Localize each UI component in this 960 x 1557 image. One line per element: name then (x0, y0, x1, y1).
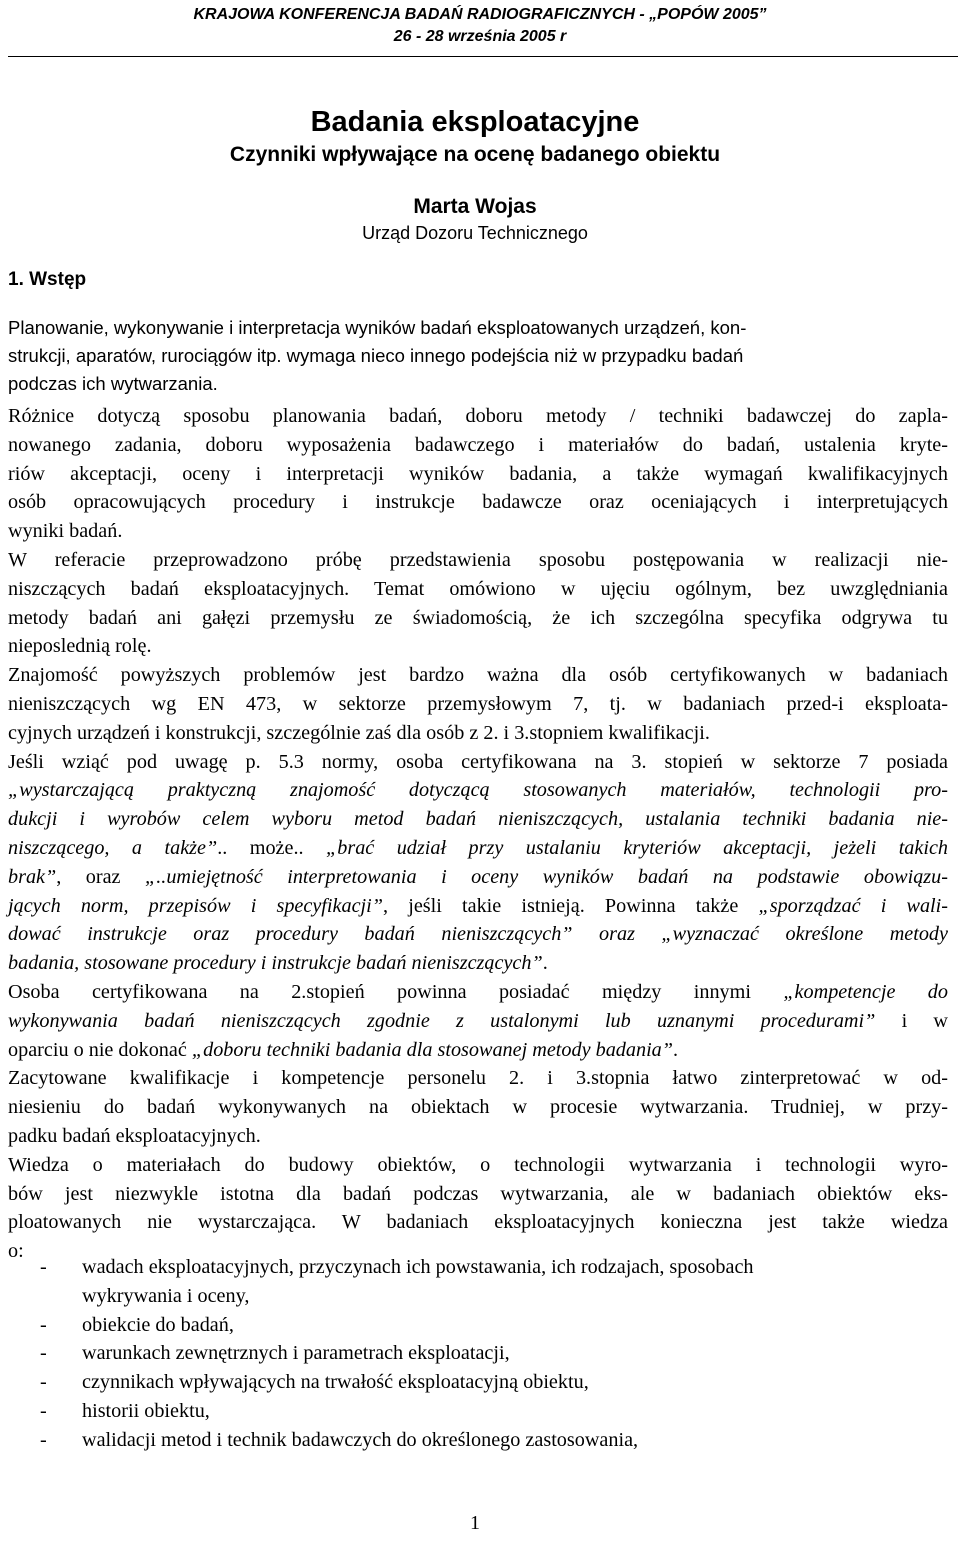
paper-title: Badania eksploatacyjne (310, 106, 640, 138)
body-text (8, 402, 948, 1266)
text-line: niszczących badań eksploatacyjnych. Temat omówiono w ujęciu ogólnym, bez uwzględniania (8, 577, 948, 600)
list-dash: - (40, 1256, 47, 1278)
list-dash: - (40, 1428, 47, 1451)
text-line: metody badań ani gałęzi przemysłu ze świadomością, że ich szczególna specyfika odgrywa tu (8, 606, 948, 629)
running-header (0, 4, 960, 48)
author-affiliation: Urząd Dozoru Technicznego (362, 223, 588, 243)
conference-name: KRAJOWA KONFERENCJA BADAŃ RADIOGRAFICZNYCH - „POPÓW 2005” (193, 6, 767, 23)
paper-subtitle: Czynniki wpływające na ocenę badanego obiektu (229, 143, 721, 166)
plain-text: , oraz (56, 865, 145, 888)
header-rule (8, 56, 958, 57)
author-name: Marta Wojas (413, 195, 537, 218)
text-line (8, 892, 948, 921)
quote-text: niszczącego, a także” (8, 836, 218, 859)
list-item-text: wykrywania i oceny, (82, 1284, 250, 1307)
list-item (8, 1311, 948, 1340)
text-line (8, 834, 948, 863)
paragraph-level2-quote (8, 978, 948, 1064)
plain-text: i w (875, 1009, 949, 1032)
text-line (8, 863, 948, 892)
text-line (8, 1007, 948, 1036)
text-line: nowanego zadania, doboru wyposażenia badawczego i materiałów do badań, ustalenia kryte- (8, 433, 948, 456)
text-line (8, 920, 948, 949)
list-item-continuation (8, 1282, 948, 1311)
list-item (8, 1426, 948, 1455)
text-line: Jeśli wziąć pod uwagę p. 5.3 normy, osoba certyfikowana na 3. stopień w sektorze 7 posiada (8, 750, 948, 773)
text-line: o: (8, 1240, 24, 1263)
paragraph-knowledge (8, 1151, 948, 1266)
list-item-text: wadach eksploatacyjnych, przyczynach ich powstawania, ich rodzajach, sposobach (82, 1256, 754, 1278)
paragraph-paper-scope (8, 546, 948, 661)
section-heading: 1. Wstęp (8, 269, 87, 290)
quote-text: jących norm, przepisów i specyfikacji” (8, 894, 383, 917)
text-line: nieposlednią rolę. (8, 635, 152, 658)
text-line: Znajomość powyższych problemów jest bardzo ważna dla osób certyfikowanych w badaniach (8, 664, 948, 687)
quote-text: „wystarczającą praktyczną znajomość dotyczącą stosowanych materiałów, technologii pro- (8, 779, 948, 802)
text-line: cyjnych urządzeń i konstrukcji, szczególnie zaś dla osób z 2. i 3.stopniem kwalifikacji. (8, 721, 710, 744)
intro-line: strukcji, aparatów, rurociągów itp. wymaga nieco innego podejścia niż w przypadku badań (8, 345, 744, 366)
quote-text: wykonywania badań nieniszczących zgodnie z ustalonymi lub uznanymi procedurami” (8, 1009, 876, 1032)
intro-line: Planowanie, wykonywanie i interpretacja wyników badań eksploatowanych urządzeń, kon- (8, 317, 747, 338)
list-dash: - (40, 1371, 47, 1394)
text-line (8, 978, 948, 1007)
text-line: niesieniu do badań wykonywanych na obiektach w procesie wytwarzania. Trudniej, w przy- (8, 1096, 948, 1119)
text-line: nieniszczących wg EN 473, w sektorze przemysłowym 7, tj. w badaniach przed-i eksploata- (8, 692, 948, 715)
knowledge-list (8, 1253, 948, 1455)
plain-text: , jeśli takie istnieją. Powinna także (383, 894, 759, 917)
list-item (8, 1368, 948, 1397)
text-line: W referacie przeprowadzono próbę przedstawienia sposobu postępowania w realizacji nie- (8, 548, 948, 571)
plain-text: . (542, 952, 548, 975)
plain-text: Osoba certyfikowana na 2.stopień powinna posiadać między innymi (8, 980, 784, 1003)
quote-text: „kompetencje do (783, 980, 948, 1003)
plain-text: . (673, 1038, 679, 1061)
conference-dates: 26 - 28 września 2005 r (393, 28, 567, 45)
text-line: Różnice dotyczą sposobu planowania badań, doboru metody / techniki badawczej do zapla- (8, 405, 948, 427)
plain-text: .. może.. (217, 836, 327, 859)
text-line (8, 776, 948, 805)
text-line: bów jest niezwykle istotna dla badań podczas wytwarzania, ale w badaniach obiektów eks- (8, 1182, 948, 1205)
text-line (8, 805, 948, 834)
text-line: wyniki badań. (8, 520, 123, 543)
list-item-text: walidacji metod i technik badawczych do określonego zastosowania, (82, 1428, 639, 1451)
text-line: padku badań eksploatacyjnych. (8, 1124, 261, 1147)
text-line: Wiedza o materiałach do budowy obiektów, o technologii wytwarzania i technologii wyro- (8, 1153, 948, 1176)
quote-text: „brać udział przy ustalaniu kryteriów akceptacji, jeżeli takich (326, 836, 949, 859)
quote-text: badania, stosowane procedury i instrukcje badań nieniszczących” (8, 952, 543, 975)
text-line (8, 949, 948, 978)
quote-text: dować instrukcje oraz procedury badań nieniszczących” oraz „wyznaczać określone metody (8, 923, 948, 946)
list-item-text: czynnikach wpływających na trwałość eksploatacyjną obiektu, (82, 1371, 589, 1394)
quote-text: brak” (8, 865, 57, 888)
text-line: osób opracowujących procedury i instrukcje badawcze oraz oceniających i interpretujących (8, 491, 948, 514)
text-line: riów akceptacji, oceny i interpretacji wyników badania, a także wymagań kwalifikacyjnych (8, 462, 948, 485)
quote-text: „sporządzać i wali- (758, 894, 948, 917)
page-number: 1 (470, 1512, 480, 1534)
intro-line: podczas ich wytwarzania. (8, 373, 218, 394)
list-item (8, 1339, 948, 1368)
text-line: ploatowanych nie wystarczająca. W badaniach eksploatacyjnych konieczna jest także wiedza (8, 1211, 948, 1234)
paragraph-certification (8, 661, 948, 747)
intro-paragraph (8, 314, 948, 398)
list-item-text: obiekcie do badań, (82, 1313, 234, 1336)
list-item (8, 1253, 948, 1282)
plain-text: oparciu o nie dokonać (8, 1038, 192, 1061)
list-item (8, 1397, 948, 1426)
list-item-text: historii obiektu, (82, 1399, 210, 1422)
paragraph-differences (8, 402, 948, 546)
list-dash: - (40, 1342, 47, 1365)
list-dash: - (40, 1313, 47, 1336)
quote-text: dukcji i wyrobów celem wyboru metod badań nieniszczących, ustalania techniki badania nie- (8, 808, 948, 831)
list-dash: - (40, 1399, 47, 1422)
text-line (8, 1036, 948, 1065)
quote-text: „doboru techniki badania dla stosowanej metody badania” (191, 1038, 673, 1061)
paragraph-interpretation (8, 1064, 948, 1150)
text-line: Zacytowane kwalifikacje i kompetencje personelu 2. i 3.stopnia łatwo zinterpretować w od- (8, 1067, 948, 1090)
paragraph-level3-quote (8, 748, 948, 978)
quote-text: „..umiejętność interpretowania i oceny wyników badań na podstawie obowiązu- (145, 865, 948, 888)
list-item-text: warunkach zewnętrznych i parametrach eksploatacji, (82, 1342, 510, 1365)
